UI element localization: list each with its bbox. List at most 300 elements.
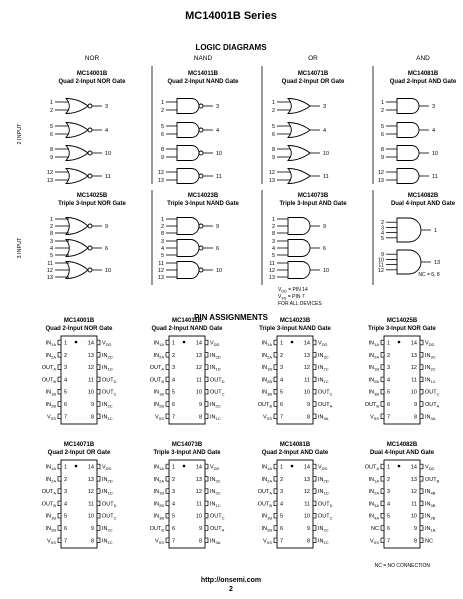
right-pin-label: $IN_{1D}$ <box>102 489 113 496</box>
left-pin <box>166 464 169 469</box>
pin-part-number: MC14071B <box>63 442 95 448</box>
right-pin-label: $OUT_C$ <box>318 389 333 397</box>
right-pin-number: 9 <box>198 526 202 532</box>
left-pin-number: 2 <box>172 476 176 483</box>
right-pin-number: 12 <box>195 365 202 372</box>
right-pin-number: 8 <box>90 414 94 421</box>
pin-part-number: MC14025B <box>386 318 418 324</box>
left-pin-label: $IN_{2B}$ <box>261 377 272 384</box>
right-pin <box>97 501 100 506</box>
output-pin-number: 9 <box>105 224 109 230</box>
left-pin-label: $OUT_A$ <box>257 489 272 496</box>
left-pin <box>274 365 277 370</box>
left-pin-label: $IN_{2A}$ <box>368 489 379 496</box>
right-pin-number: 13 <box>87 352 94 359</box>
left-pin-number: 6 <box>172 402 176 408</box>
right-pin <box>313 477 316 482</box>
right-pin <box>97 464 100 469</box>
right-pin-number: 12 <box>87 489 94 496</box>
right-pin-number: 11 <box>196 501 202 508</box>
right-pin <box>420 526 423 531</box>
right-pin-number: 8 <box>90 538 94 545</box>
left-pin-label: $IN_{1A}$ <box>45 464 56 472</box>
right-pin <box>420 353 423 358</box>
output-pin-number: 3 <box>323 104 327 110</box>
input-pin-number: 9 <box>49 155 53 161</box>
left-pin-number: 3 <box>280 489 284 496</box>
right-pin-number: 11 <box>304 501 310 508</box>
left-pin <box>274 389 277 394</box>
left-pin-number: 6 <box>64 402 68 408</box>
input-pin-number: 13 <box>46 178 53 184</box>
left-pin-number: 5 <box>172 513 176 520</box>
pin-1-marker <box>291 341 294 344</box>
left-pin-label: $IN_{2A}$ <box>368 352 379 360</box>
input-pin-number: 9 <box>271 155 275 161</box>
right-pin-label: $IN_{1C}$ <box>102 414 113 421</box>
right-pin-number: 14 <box>303 340 310 347</box>
right-pin-number: 14 <box>87 464 94 471</box>
right-pin-number: 11 <box>88 377 94 384</box>
left-pin-number: 3 <box>280 365 284 372</box>
input-pin-number: 1 <box>160 100 164 106</box>
left-pin <box>166 389 169 394</box>
right-pin <box>420 414 423 419</box>
left-pin-number: 5 <box>64 513 68 520</box>
input-pin-number: 6 <box>380 132 384 138</box>
right-pin <box>205 414 208 419</box>
right-pin-number: 11 <box>88 501 94 508</box>
left-pin-number: 7 <box>64 538 68 545</box>
inversion-bubble <box>199 268 203 272</box>
input-pin-number: 1 <box>271 217 275 223</box>
output-pin-number: 11 <box>323 174 329 180</box>
vdd-pin-note: $V_{DD}$ = PIN 14 <box>278 287 308 294</box>
right-pin-number: 9 <box>306 526 310 532</box>
input-pin-number: 4 <box>160 246 164 252</box>
left-pin-label: $IN_{1B}$ <box>45 389 56 397</box>
nor-gate-symbol <box>66 123 88 138</box>
left-pin-label: $OUT_B$ <box>257 501 272 508</box>
input-pin-number: 13 <box>46 275 53 281</box>
output-pin-number: 3 <box>105 104 109 110</box>
or-gate-symbol <box>288 169 310 184</box>
logic-part-number: MC14071B <box>297 71 329 77</box>
output-pin-number: 4 <box>105 128 109 134</box>
left-pin <box>166 538 169 543</box>
left-pin-number: 7 <box>172 414 176 421</box>
right-pin-number: 13 <box>303 352 310 359</box>
right-pin <box>313 389 316 394</box>
left-pin <box>274 477 277 482</box>
input-pin-number: 1 <box>271 100 275 106</box>
right-pin-label: NC <box>425 538 433 545</box>
right-pin-label: $OUT_C$ <box>102 389 117 397</box>
left-pin-number: 7 <box>172 538 176 545</box>
left-pin <box>381 464 384 469</box>
logic-part-number: MC14011B <box>187 71 219 77</box>
left-pin-label: $IN_{2B}$ <box>45 402 56 409</box>
right-pin <box>97 477 100 482</box>
right-pin-label: $IN_{2C}$ <box>318 526 329 533</box>
right-pin-label: $OUT_D$ <box>210 377 225 384</box>
pin-part-number: MC14082B <box>386 442 418 448</box>
left-pin-number: 2 <box>64 476 68 483</box>
left-pin <box>58 402 61 407</box>
left-pin-number: 1 <box>64 340 68 347</box>
right-pin-label: $V_{DD}$ <box>102 464 112 472</box>
input-pin-number: 6 <box>271 132 275 138</box>
left-pin-label: $IN_{3B}$ <box>368 389 379 397</box>
left-pin <box>166 340 169 345</box>
input-pin-number: 8 <box>380 147 384 153</box>
left-pin <box>274 340 277 345</box>
left-pin-number: 5 <box>280 513 284 520</box>
input-pin-number: 13 <box>268 275 275 281</box>
nor-gate-symbol <box>66 240 88 257</box>
nand-gate-symbol <box>177 123 199 138</box>
left-pin <box>58 538 61 543</box>
inversion-bubble <box>88 246 92 250</box>
left-pin <box>58 526 61 531</box>
inversion-bubble <box>88 224 92 228</box>
right-pin-number: 10 <box>410 513 417 520</box>
right-pin <box>205 353 208 358</box>
vss-pin-note: $V_{SS}$ = PIN 7 <box>278 294 305 301</box>
input-pin-number: 1 <box>49 217 53 223</box>
left-pin-number: 5 <box>280 389 284 396</box>
left-pin-label: $IN_{1B}$ <box>153 389 164 397</box>
left-pin-number: 4 <box>387 377 391 384</box>
input-pin-number: 10 <box>377 257 384 264</box>
input-pin-number: 4 <box>49 246 53 252</box>
left-pin <box>58 353 61 358</box>
right-pin-number: 10 <box>303 389 310 396</box>
left-pin-number: 2 <box>387 476 391 483</box>
left-pin <box>58 340 61 345</box>
input-pin-number: 2 <box>49 108 53 114</box>
right-pin-number: 12 <box>195 489 202 496</box>
left-pin-label: $IN_{2A}$ <box>45 476 56 484</box>
left-pin <box>166 353 169 358</box>
pin-part-description: Dual 4-Input AND Gate <box>369 450 435 456</box>
left-pin-number: 1 <box>387 340 391 347</box>
left-pin-label: $V_{SS}$ <box>262 538 272 545</box>
right-pin <box>205 365 208 370</box>
right-pin-label: $IN_{1C}$ <box>425 377 436 384</box>
right-pin <box>97 353 100 358</box>
right-pin <box>420 501 423 506</box>
right-pin-number: 12 <box>410 489 417 496</box>
right-pin-number: 12 <box>410 365 417 372</box>
inversion-bubble <box>88 151 92 155</box>
input-pin-number: 13 <box>157 275 164 281</box>
right-pin <box>313 526 316 531</box>
nor-gate-symbol <box>66 262 88 279</box>
inversion-bubble <box>199 224 203 228</box>
right-pin <box>313 538 316 543</box>
left-pin-number: 1 <box>172 464 176 471</box>
left-pin-number: 4 <box>172 501 176 508</box>
right-pin-number: 10 <box>195 513 202 520</box>
right-pin <box>313 340 316 345</box>
and-gate-symbol <box>397 218 421 242</box>
right-pin <box>420 340 423 345</box>
left-pin <box>381 489 384 494</box>
right-pin <box>205 340 208 345</box>
right-pin <box>313 464 316 469</box>
left-pin <box>166 377 169 382</box>
right-pin-label: $V_{DD}$ <box>210 464 220 472</box>
input-pin-number: 11 <box>47 261 53 267</box>
right-pin-label: $IN_{2C}$ <box>210 489 221 496</box>
left-pin-number: 3 <box>387 489 391 496</box>
left-pin-number: 6 <box>387 526 391 532</box>
logic-part-description: Quad 2-Input OR Gate <box>281 79 345 85</box>
right-pin-label: $OUT_D$ <box>318 501 333 508</box>
right-pin-number: 8 <box>306 414 310 421</box>
right-pin <box>313 402 316 407</box>
right-pin-label: $IN_{1C}$ <box>318 377 329 384</box>
right-pin-label: $V_{DD}$ <box>318 464 328 472</box>
pin-1-marker <box>75 341 78 344</box>
right-pin <box>205 402 208 407</box>
output-pin-number: 4 <box>323 128 327 134</box>
right-pin-number: 13 <box>410 476 417 483</box>
left-pin-label: $IN_{2B}$ <box>368 377 379 384</box>
right-pin <box>313 353 316 358</box>
right-pin-label: $IN_{1B}$ <box>425 526 436 533</box>
left-pin-label: $OUT_B$ <box>257 402 272 409</box>
logic-part-number: MC14073B <box>297 193 329 199</box>
output-pin-number: 10 <box>216 151 223 157</box>
pin-part-number: MC14023B <box>279 318 311 324</box>
left-pin <box>274 538 277 543</box>
all-devices-note: FOR ALL DEVICES <box>278 301 322 307</box>
input-pin-number: 11 <box>269 261 275 267</box>
input-pin-number: 6 <box>49 132 53 138</box>
left-pin-number: 4 <box>387 501 391 508</box>
left-pin-number: 2 <box>280 476 284 483</box>
right-pin <box>313 501 316 506</box>
left-pin <box>274 526 277 531</box>
input-pin-number: 13 <box>268 178 275 184</box>
pin-1-marker <box>183 465 186 468</box>
left-pin <box>166 402 169 407</box>
nand-gate-symbol <box>177 169 199 184</box>
inversion-bubble <box>199 151 203 155</box>
right-pin <box>420 538 423 543</box>
right-pin-number: 11 <box>411 377 417 384</box>
right-pin-number: 14 <box>410 464 417 471</box>
left-pin <box>166 513 169 518</box>
left-pin-label: $V_{SS}$ <box>369 538 379 545</box>
right-pin <box>420 513 423 518</box>
left-pin-number: 7 <box>387 414 391 421</box>
right-pin-label: $IN_{2D}$ <box>210 352 221 360</box>
output-pin-number: 6 <box>323 246 327 252</box>
right-pin-label: $OUT_A$ <box>210 526 225 533</box>
left-pin-number: 1 <box>64 464 68 471</box>
right-pin-number: 11 <box>196 377 202 384</box>
or-gate-symbol <box>288 123 310 138</box>
right-pin-number: 14 <box>303 464 310 471</box>
left-pin <box>381 389 384 394</box>
left-pin <box>274 513 277 518</box>
input-pin-number: 3 <box>380 225 384 232</box>
nand-gate-symbol <box>177 218 199 235</box>
right-pin <box>97 340 100 345</box>
logic-part-number: MC14081B <box>407 71 439 77</box>
logic-part-description: Quad 2-Input NAND Gate <box>167 79 239 85</box>
logic-part-number: MC14023B <box>187 193 219 199</box>
input-pin-number: 8 <box>271 147 275 153</box>
left-pin-label: $IN_{2B}$ <box>45 526 56 533</box>
right-pin-label: $IN_{3C}$ <box>318 352 329 360</box>
input-pin-number: 4 <box>271 246 275 252</box>
right-pin-label: $OUT_C$ <box>210 389 225 397</box>
right-pin-number: 14 <box>410 340 417 347</box>
right-pin-number: 10 <box>410 389 417 396</box>
left-pin <box>166 414 169 419</box>
right-pin-label: $IN_{2C}$ <box>425 365 436 372</box>
pin-1-marker <box>183 341 186 344</box>
left-pin-number: 5 <box>387 513 391 520</box>
left-pin-label: $IN_{2B}$ <box>153 501 164 508</box>
logic-part-description: Triple 3-Input AND Gate <box>279 201 347 207</box>
right-pin <box>97 365 100 370</box>
output-pin-number: 10 <box>105 268 112 274</box>
left-pin-number: 6 <box>280 526 284 532</box>
left-pin-label: $V_{SS}$ <box>46 414 56 421</box>
left-pin <box>58 477 61 482</box>
left-pin-number: 7 <box>280 538 284 545</box>
logic-column-header-and: AND <box>416 55 430 62</box>
right-pin-number: 12 <box>87 365 94 372</box>
input-pin-number: 12 <box>377 267 384 274</box>
pin-1-marker <box>75 465 78 468</box>
left-pin-number: 6 <box>280 402 284 408</box>
right-pin-label: $OUT_D$ <box>102 501 117 508</box>
nor-gate-symbol <box>66 169 88 184</box>
input-pin-number: 5 <box>380 124 384 130</box>
input-pin-number: 12 <box>157 268 164 274</box>
right-pin <box>313 513 316 518</box>
input-pin-number: 3 <box>49 239 53 245</box>
left-pin-label: $OUT_A$ <box>364 464 379 472</box>
left-pin <box>58 377 61 382</box>
left-pin <box>381 365 384 370</box>
right-pin-number: 8 <box>198 538 202 545</box>
left-pin-label: $IN_{2A}$ <box>153 476 164 484</box>
left-pin-number: 5 <box>387 389 391 396</box>
output-pin-number: 10 <box>323 268 330 274</box>
nor-gate-symbol <box>66 146 88 161</box>
left-pin-label: $IN_{1A}$ <box>45 340 56 348</box>
right-pin-label: $IN_{2D}$ <box>318 476 329 484</box>
left-pin-number: 4 <box>172 377 176 384</box>
and-gate-symbol <box>288 240 310 257</box>
right-pin <box>205 377 208 382</box>
input-pin-number: 12 <box>157 170 164 176</box>
left-pin-number: 2 <box>172 352 176 359</box>
right-pin-number: 10 <box>87 389 94 396</box>
page-title: MC14001B Series <box>185 10 277 22</box>
left-pin-number: 7 <box>280 414 284 421</box>
left-pin-number: 3 <box>172 365 176 372</box>
left-pin-number: 1 <box>172 340 176 347</box>
right-pin-label: $IN_{3B}$ <box>425 501 436 508</box>
right-pin-label: $IN_{1D}$ <box>318 489 329 496</box>
right-pin-label: $IN_{1D}$ <box>102 365 113 372</box>
left-pin-label: $OUT_A$ <box>41 365 56 372</box>
logic-part-description: Quad 2-Input NOR Gate <box>58 79 126 85</box>
input-pin-number: 9 <box>160 155 164 161</box>
left-pin-number: 3 <box>64 365 68 372</box>
right-pin <box>205 464 208 469</box>
left-pin <box>274 414 277 419</box>
input-pin-number: 8 <box>49 231 53 237</box>
pin-part-description: Triple 3-Input NOR Gate <box>368 326 436 332</box>
left-pin-number: 7 <box>387 538 391 545</box>
right-pin-label: $OUT_B$ <box>425 476 440 484</box>
output-pin-number: 10 <box>216 268 223 274</box>
left-pin-number: 6 <box>172 526 176 532</box>
right-pin-number: 13 <box>410 352 417 359</box>
output-pin-number: 11 <box>216 174 222 180</box>
right-pin-label: $V_{DD}$ <box>318 340 328 348</box>
nand-gate-symbol <box>177 99 199 114</box>
input-pin-number: 2 <box>49 224 53 230</box>
pin-assignments-title: PIN ASSIGNMENTS <box>194 313 268 322</box>
right-pin <box>205 501 208 506</box>
and-gate-symbol <box>397 99 419 114</box>
output-pin-number: 6 <box>216 246 220 252</box>
or-gate-symbol <box>288 146 310 161</box>
left-pin-number: 2 <box>280 352 284 359</box>
input-pin-number: 11 <box>378 262 384 269</box>
input-pin-number: 2 <box>271 108 275 114</box>
left-pin-label: $IN_{2A}$ <box>261 476 272 484</box>
left-pin <box>381 477 384 482</box>
left-pin <box>381 353 384 358</box>
input-pin-number: 1 <box>160 217 164 223</box>
right-pin-label: $V_{DD}$ <box>102 340 112 348</box>
left-pin-label: $IN_{3B}$ <box>153 513 164 521</box>
input-pin-number: 12 <box>46 170 53 176</box>
left-pin-label: $V_{SS}$ <box>262 414 272 421</box>
pin-part-description: Quad 2-Input AND Gate <box>261 450 329 456</box>
right-pin-number: 10 <box>87 513 94 520</box>
left-pin-number: 2 <box>387 352 391 359</box>
left-pin-number: 2 <box>64 352 68 359</box>
output-pin-number: 4 <box>432 128 436 134</box>
left-pin-number: 1 <box>280 340 284 347</box>
input-pin-number: 5 <box>49 124 53 130</box>
input-pin-number: 9 <box>380 252 384 259</box>
right-pin <box>420 477 423 482</box>
right-pin-number: 8 <box>198 414 202 421</box>
left-pin <box>274 464 277 469</box>
left-pin-label: $IN_{1A}$ <box>368 476 379 484</box>
left-pin-label: $OUT_B$ <box>41 377 56 384</box>
input-pin-number: 5 <box>271 253 275 259</box>
footer-url[interactable]: http://onsemi.com <box>200 577 262 584</box>
left-pin-number: 4 <box>64 501 68 508</box>
right-pin <box>205 513 208 518</box>
right-pin-label: $IN_{2D}$ <box>102 352 113 360</box>
right-pin-label: $IN_{1C}$ <box>210 414 221 421</box>
